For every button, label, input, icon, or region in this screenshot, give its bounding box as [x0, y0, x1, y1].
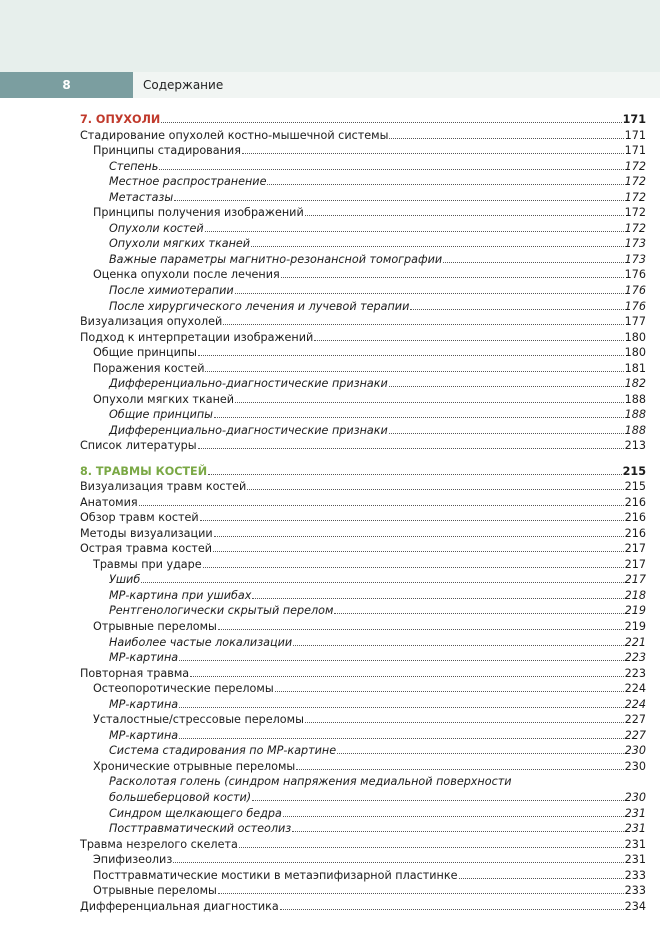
toc-page-number: 171	[624, 128, 646, 142]
toc-entry[interactable]	[80, 143, 646, 159]
dot-leader	[252, 800, 624, 801]
toc-page-number: 180	[624, 330, 646, 344]
dot-leader	[213, 551, 624, 552]
dot-leader	[267, 184, 623, 185]
toc-entry[interactable]	[80, 650, 646, 666]
toc-entry[interactable]	[80, 423, 646, 439]
dot-leader	[389, 138, 623, 139]
toc-entry-title: Посттравматические мостики в метаэпифизарной пластинке	[93, 868, 458, 882]
toc-page-number: 171	[622, 113, 646, 126]
toc-entry-title: Острая травма костей	[80, 542, 213, 556]
toc-entry-title: Общие принципы	[93, 346, 197, 360]
toc-entry-title: Оценка опухоли после лечения	[93, 268, 280, 282]
toc-entry[interactable]	[80, 159, 646, 175]
toc-page-number: 219	[624, 620, 646, 633]
dot-leader	[198, 355, 624, 356]
toc-entry[interactable]	[80, 345, 646, 361]
dot-leader	[179, 738, 624, 739]
toc-entry[interactable]	[80, 526, 646, 542]
toc-page-number: 224	[624, 682, 646, 696]
toc-entry-title: Визуализация травм костей	[80, 480, 247, 494]
toc-entry[interactable]	[80, 899, 646, 915]
toc-page-number: 217	[624, 542, 646, 556]
dot-leader	[251, 246, 624, 247]
dot-leader	[205, 371, 623, 372]
toc-entry[interactable]	[80, 252, 646, 268]
dot-leader	[247, 489, 623, 490]
toc-entry-title: Визуализация опухолей	[80, 315, 223, 329]
dot-leader	[205, 231, 624, 232]
toc-entry-title: 7. ОПУХОЛИ	[80, 113, 161, 126]
dot-leader	[280, 909, 624, 910]
dot-leader	[203, 567, 624, 568]
toc-entry-title: МР-картина	[109, 697, 179, 711]
toc-entry[interactable]	[80, 438, 646, 454]
toc-entry[interactable]	[80, 267, 646, 283]
toc-entry-title: Дифференциально-диагностические признаки	[109, 423, 388, 437]
toc-page-number: 231	[624, 806, 646, 820]
toc-entry[interactable]	[80, 510, 646, 526]
running-header	[0, 72, 660, 98]
toc-entry-title: Остеопоротические переломы	[93, 682, 274, 696]
toc-entry[interactable]	[80, 407, 646, 423]
toc-entry-title: Ушиб	[109, 573, 141, 587]
dot-leader	[293, 645, 623, 646]
toc-chapter-heading[interactable]	[80, 464, 646, 480]
toc-page-number: 234	[624, 899, 646, 913]
toc-entry[interactable]	[80, 743, 646, 759]
toc-page-number: 172	[624, 221, 646, 235]
toc-entry-title: Принципы получения изображений	[93, 206, 304, 220]
toc-entry[interactable]	[80, 541, 646, 557]
dot-leader	[161, 122, 621, 123]
toc-entry-title: После химиотерапии	[109, 284, 234, 298]
toc-entry-title: Важные параметры магнитно-резонансной томографии	[109, 252, 443, 266]
dot-leader	[179, 707, 624, 708]
dot-leader	[275, 691, 624, 692]
toc-entry-title: Местное распространение	[109, 175, 267, 189]
toc-entry[interactable]	[80, 588, 646, 604]
toc-page-number: 217	[624, 573, 646, 587]
toc-entry[interactable]	[80, 299, 646, 315]
toc-entry[interactable]	[80, 479, 646, 495]
dot-leader	[292, 831, 623, 832]
toc-page-number: 216	[624, 511, 646, 525]
toc-page-number: 176	[624, 268, 646, 282]
dot-leader	[174, 200, 623, 201]
toc-page-number: 213	[624, 439, 646, 453]
dot-leader	[218, 893, 624, 894]
dot-leader	[218, 629, 624, 630]
toc-entry[interactable]	[80, 221, 646, 237]
dot-leader	[223, 324, 623, 325]
toc-entry[interactable]	[80, 837, 646, 853]
toc-entry[interactable]	[80, 681, 646, 697]
toc-page-number: 216	[624, 495, 646, 509]
toc-entry[interactable]	[80, 883, 646, 899]
dot-leader	[214, 536, 624, 537]
dot-leader	[141, 582, 623, 583]
toc-entry[interactable]	[80, 759, 646, 775]
toc-entry-title: МР-картина при ушибах	[109, 588, 252, 602]
dot-leader	[305, 215, 624, 216]
toc-page-number: 230	[624, 759, 646, 773]
dot-leader	[198, 448, 624, 449]
toc-page-number: 172	[624, 175, 646, 189]
toc-page-number: 231	[624, 853, 646, 867]
toc-page-number: 221	[624, 635, 646, 649]
toc-page-number: 230	[624, 744, 646, 758]
toc-chapter-heading[interactable]	[80, 112, 646, 128]
dot-leader	[283, 816, 624, 817]
toc-page-number: 172	[624, 159, 646, 173]
toc-page-number: 177	[624, 315, 646, 329]
toc-entry[interactable]	[80, 283, 646, 299]
toc-entry-title: Травмы при ударе	[93, 557, 202, 571]
toc-page-number: 173	[624, 252, 646, 266]
dot-leader	[235, 402, 624, 403]
toc-entry-title: Травма незрелого скелета	[80, 837, 238, 851]
dot-leader	[389, 386, 624, 387]
toc-page-number: 188	[624, 392, 646, 406]
toc-entry[interactable]	[80, 376, 646, 392]
toc-entry-title: Методы визуализации	[80, 526, 213, 540]
toc-entry[interactable]	[80, 603, 646, 619]
toc-entry[interactable]	[80, 392, 646, 408]
dot-leader	[242, 153, 624, 154]
toc-page-number: 215	[624, 480, 646, 494]
toc-entry-title: Дифференциальная диагностика	[80, 899, 279, 913]
toc-page-number: 219	[624, 604, 646, 618]
toc-entry-title: Эпифизеолиз	[93, 853, 173, 867]
toc-entry-title: Опухоли мягких тканей	[109, 237, 251, 251]
toc-entry[interactable]	[80, 666, 646, 682]
toc-page-number: 223	[624, 651, 646, 665]
toc-entry-title: Система стадирования по МР-картине	[109, 744, 337, 758]
toc-entry[interactable]	[80, 128, 646, 144]
toc-page-number: 233	[624, 884, 646, 898]
toc-entry[interactable]	[80, 330, 646, 346]
dot-leader	[296, 769, 623, 770]
toc-page-number: 171	[624, 144, 646, 158]
toc-page-number: 227	[624, 713, 646, 727]
toc-entry-title: 8. ТРАВМЫ КОСТЕЙ	[80, 464, 208, 478]
toc-page-number: 223	[624, 666, 646, 680]
dot-leader	[159, 169, 623, 170]
dot-leader	[200, 520, 624, 521]
dot-leader	[443, 262, 624, 263]
toc-entry[interactable]	[80, 572, 646, 588]
toc-entry-title: МР-картина	[109, 728, 179, 742]
toc-entry[interactable]	[80, 619, 646, 635]
toc-page-number: 188	[624, 408, 646, 422]
top-band	[0, 0, 660, 72]
toc-entry[interactable]	[80, 697, 646, 713]
table-of-contents	[80, 112, 646, 914]
dot-leader	[208, 474, 622, 475]
toc-page-number: 218	[624, 588, 646, 602]
toc-entry[interactable]	[80, 190, 646, 206]
toc-entry-title: Список литературы	[80, 439, 197, 453]
toc-entry[interactable]	[80, 806, 646, 822]
toc-entry[interactable]	[80, 236, 646, 252]
toc-entry-title: Повторная травма	[80, 666, 190, 680]
toc-entry[interactable]	[80, 868, 646, 884]
toc-entry-title: Общие принципы	[109, 408, 213, 422]
chapter-gap	[80, 454, 646, 464]
dot-leader	[337, 753, 624, 754]
dot-leader	[459, 878, 624, 879]
toc-entry-title: Наиболее частые локализации	[109, 635, 293, 649]
toc-entry-title: Опухоли костей	[109, 221, 204, 235]
dot-leader	[173, 862, 623, 863]
toc-entry-title: Степень	[109, 159, 159, 173]
toc-entry[interactable]	[80, 361, 646, 377]
toc-entry-title: Подход к интерпретации изображений	[80, 330, 314, 344]
dot-leader	[314, 340, 623, 341]
dot-leader	[281, 277, 624, 278]
toc-entry-title: Обзор травм костей	[80, 511, 199, 525]
toc-entry[interactable]	[80, 728, 646, 744]
toc-page-number: 172	[624, 206, 646, 220]
toc-entry-title: Рентгенологически скрытый перелом	[109, 604, 334, 618]
toc-page-number: 181	[624, 361, 646, 375]
toc-entry[interactable]	[80, 821, 646, 837]
toc-entry[interactable]	[80, 205, 646, 221]
toc-page-number: 215	[622, 464, 646, 478]
toc-entry[interactable]	[80, 852, 646, 868]
toc-entry-title: Отрывные переломы	[93, 620, 217, 633]
dot-leader	[235, 293, 624, 294]
toc-page-number: 172	[624, 190, 646, 204]
running-title: Содержание	[143, 78, 224, 92]
toc-page-number: 231	[624, 822, 646, 836]
toc-entry-title: Анатомия	[80, 495, 138, 509]
dot-leader	[410, 309, 623, 310]
dot-leader	[179, 660, 624, 661]
page-number: 8	[0, 72, 133, 98]
toc-page-number: 216	[624, 526, 646, 540]
toc-entry[interactable]	[80, 314, 646, 330]
toc-entry-title: Поражения костей	[93, 361, 205, 375]
dot-leader	[214, 417, 624, 418]
toc-entry-title: Посттравматический остеолиз	[109, 822, 292, 836]
toc-entry-title: Дифференциально-диагностические признаки	[109, 377, 388, 391]
toc-entry-title: большеберцовой кости)	[109, 791, 252, 805]
dot-leader	[239, 847, 624, 848]
toc-entry-title: После хирургического лечения и лучевой терапии	[109, 299, 410, 313]
toc-page-number: 224	[624, 697, 646, 711]
toc-entry-line: Расколотая голень (синдром напряжения медиальной поверхности	[109, 775, 512, 789]
toc-entry[interactable]	[80, 635, 646, 651]
toc-page-number: 188	[624, 423, 646, 437]
toc-entry-title: Синдром щелкающего бедра	[109, 806, 282, 820]
toc-page-number: 217	[624, 557, 646, 571]
toc-entry-title: Отрывные переломы	[93, 884, 217, 898]
toc-entry[interactable]	[80, 557, 646, 573]
dot-leader	[334, 613, 623, 614]
toc-page-number: 231	[624, 837, 646, 851]
toc-entry-title: Усталостные/стрессовые переломы	[93, 713, 304, 727]
toc-entry[interactable]	[80, 712, 646, 728]
toc-entry-title: Хронические отрывные переломы	[93, 759, 296, 773]
dot-leader	[389, 433, 624, 434]
toc-entry-title: Стадирование опухолей костно-мышечной системы	[80, 128, 389, 142]
toc-entry-title: Опухоли мягких тканей	[93, 392, 235, 406]
toc-entry[interactable]	[80, 174, 646, 190]
toc-entry[interactable]	[80, 495, 646, 511]
toc-entry-title: Метастазы	[109, 190, 174, 204]
dot-leader	[139, 505, 624, 506]
toc-page-number: 176	[624, 284, 646, 298]
toc-entry[interactable]	[80, 790, 646, 806]
toc-entry-title: МР-картина	[109, 651, 179, 665]
toc-page-number: 176	[624, 299, 646, 313]
toc-page-number: 230	[624, 791, 646, 805]
dot-leader	[190, 676, 624, 677]
dot-leader	[305, 722, 624, 723]
dot-leader	[252, 598, 623, 599]
toc-entry-title: Принципы стадирования	[93, 144, 241, 158]
toc-page-number: 173	[624, 237, 646, 251]
toc-page-number: 182	[624, 377, 646, 391]
toc-page-number: 227	[624, 728, 646, 742]
toc-page-number: 233	[624, 868, 646, 882]
toc-page-number: 180	[624, 346, 646, 360]
